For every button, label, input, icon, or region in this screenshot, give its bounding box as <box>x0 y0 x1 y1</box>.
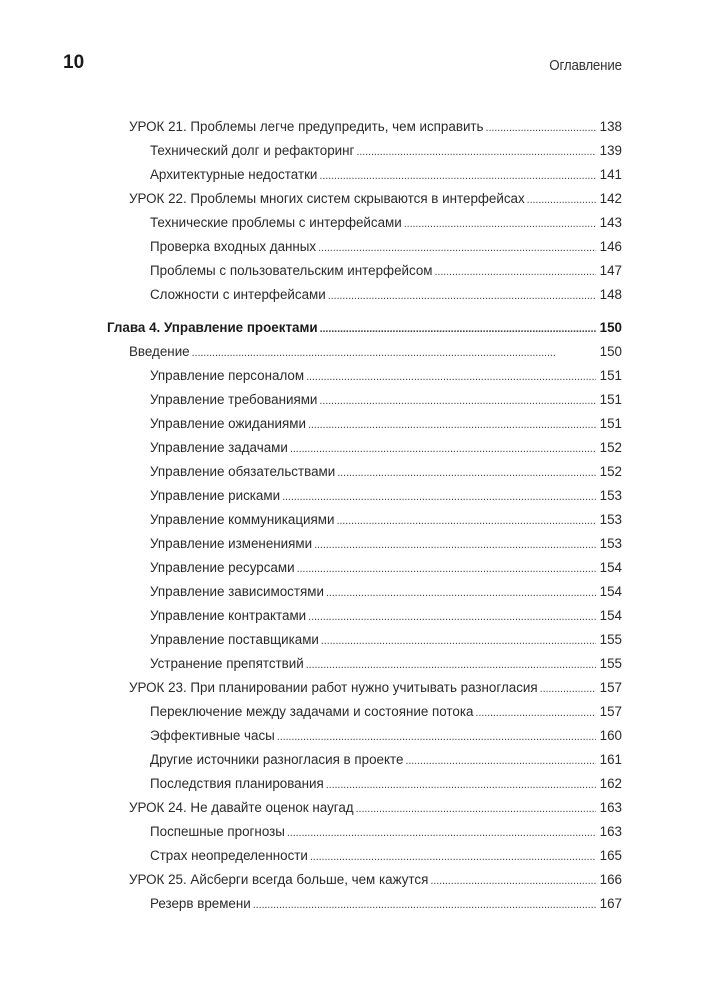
toc-entry-page: 154 <box>599 608 622 623</box>
toc-entry-title: Управление зависимостями <box>150 584 324 599</box>
toc-entry-page: 154 <box>599 560 622 575</box>
dot-leader <box>337 462 595 484</box>
toc-entry-page: 154 <box>599 584 622 599</box>
dot-leader <box>290 438 596 460</box>
toc-entry-title: УРОК 21. Проблемы легче предупредить, чем исправить <box>129 119 484 134</box>
toc-entry[interactable] <box>150 260 622 282</box>
toc-entry-title: Управление ресурсами <box>150 560 295 575</box>
toc-entry-title: Переключение между задачами и состояние потока <box>150 704 474 719</box>
toc-entry[interactable] <box>150 773 622 795</box>
toc-entry[interactable] <box>150 461 622 483</box>
toc-entry-title: Резерв времени <box>150 896 251 911</box>
toc-entry-page: 162 <box>599 776 622 791</box>
dot-leader <box>404 213 596 235</box>
toc-entry-title: Другие источники разногласия в проекте <box>150 752 404 767</box>
toc-entry-title: Устранение препятствий <box>150 656 304 671</box>
toc-entry[interactable] <box>129 188 622 210</box>
dot-leader <box>430 870 595 892</box>
toc-entry-page: 147 <box>599 263 622 278</box>
toc-entry-page: 163 <box>599 800 622 815</box>
toc-chapter[interactable] <box>107 317 622 339</box>
toc-entry[interactable] <box>150 365 622 387</box>
dot-leader <box>314 534 596 556</box>
toc-entry-page: 143 <box>599 215 622 230</box>
toc-entry[interactable] <box>150 749 622 771</box>
toc-entry-title: Управление требованиями <box>150 392 318 407</box>
toc-entry[interactable] <box>150 164 622 186</box>
toc-entry-page: 161 <box>599 752 622 767</box>
toc-entry-title: Эффективные часы <box>150 728 275 743</box>
toc-entry-page: 151 <box>599 392 622 407</box>
dot-leader <box>320 318 596 340</box>
toc-chapter-page: 150 <box>599 320 622 335</box>
toc-entry-title: Управление ожиданиями <box>150 416 306 431</box>
toc-entry-title: Сложности с интерфейсами <box>150 287 326 302</box>
toc-entry-page: 167 <box>599 896 622 911</box>
dot-leader <box>527 189 596 211</box>
toc-entry-page: 152 <box>599 464 622 479</box>
dot-leader <box>486 117 596 139</box>
toc-entry-page: 150 <box>599 344 622 359</box>
dot-leader <box>253 894 596 916</box>
toc-entry[interactable] <box>129 677 622 699</box>
toc-entry-title: Управление персоналом <box>150 368 305 383</box>
toc-entry-page: 160 <box>599 728 622 743</box>
dot-leader <box>308 606 595 628</box>
toc-entry[interactable] <box>150 413 622 435</box>
toc-entry-title: Проблемы с пользовательским интерфейсом <box>150 263 433 278</box>
toc-entry[interactable] <box>150 557 622 579</box>
toc-entry-title: Введение <box>129 344 190 359</box>
toc-entry-page: 138 <box>599 119 622 134</box>
toc-entry-title: Последствия планирования <box>150 776 324 791</box>
dot-leader <box>310 846 596 868</box>
toc-entry[interactable] <box>150 437 622 459</box>
dot-leader <box>356 798 596 820</box>
toc-entry-page: 153 <box>599 536 622 551</box>
toc-entry[interactable] <box>150 509 622 531</box>
dot-leader <box>318 237 596 259</box>
toc-entry-page: 155 <box>599 656 622 671</box>
toc-entry[interactable] <box>150 485 622 507</box>
toc-entry[interactable] <box>150 893 622 915</box>
toc-entry-page: 146 <box>599 239 622 254</box>
dot-leader <box>328 285 596 307</box>
toc-entry-title: Управление изменениями <box>150 536 313 551</box>
toc-entry[interactable] <box>150 701 622 723</box>
toc-entry[interactable] <box>150 236 622 258</box>
toc-entry-title: Управление контрактами <box>150 608 307 623</box>
dot-leader <box>192 342 596 364</box>
toc-entry[interactable] <box>129 116 622 138</box>
dot-leader <box>326 582 596 604</box>
toc-entry-page: 141 <box>599 167 622 182</box>
toc-entry[interactable] <box>129 869 622 891</box>
dot-leader <box>321 630 596 652</box>
toc-entry-page: 142 <box>599 191 622 206</box>
toc-entry-title: Проверка входных данных <box>150 239 317 254</box>
toc-entry-page: 151 <box>599 416 622 431</box>
toc-entry[interactable] <box>129 341 622 363</box>
dot-leader <box>356 141 595 163</box>
toc-entry[interactable] <box>150 533 622 555</box>
toc-entry[interactable] <box>150 212 622 234</box>
toc-entry-page: 166 <box>599 872 622 887</box>
toc-entry-page: 153 <box>599 488 622 503</box>
toc-entry[interactable] <box>150 389 622 411</box>
toc-entry[interactable] <box>150 653 622 675</box>
toc-entry[interactable] <box>129 797 622 819</box>
dot-leader <box>287 822 596 844</box>
toc-entry-page: 163 <box>599 824 622 839</box>
toc-entry-title: Технические проблемы с интерфейсами <box>150 215 402 230</box>
dot-leader <box>326 774 596 796</box>
dot-leader <box>306 654 596 676</box>
dot-leader <box>306 366 596 388</box>
toc-chapter-title: Глава 4. Управление проектами <box>107 320 318 335</box>
toc-entry[interactable] <box>150 725 622 747</box>
toc-entry-title: Управление обязательствами <box>150 464 336 479</box>
toc-entry-page: 165 <box>599 848 622 863</box>
toc-entry-page: 157 <box>599 680 622 695</box>
page-number: 10 <box>63 52 85 73</box>
toc-entry[interactable] <box>150 845 622 867</box>
toc-entry-title: Страх неопределенности <box>150 848 308 863</box>
toc-entry-title: Технический долг и рефакторинг <box>150 143 355 158</box>
toc-entry-page: 153 <box>599 512 622 527</box>
toc-entry-page: 157 <box>599 704 622 719</box>
toc-entry-title: УРОК 24. Не давайте оценок наугад <box>129 800 354 815</box>
toc-entry-title: Поспешные прогнозы <box>150 824 285 839</box>
dot-leader <box>435 261 596 283</box>
toc-entry-page: 139 <box>599 143 622 158</box>
toc-entry-title: Управление рисками <box>150 488 281 503</box>
toc-entry[interactable] <box>150 284 622 306</box>
toc-entry-title: Управление поставщиками <box>150 632 319 647</box>
toc-entry[interactable] <box>150 581 622 603</box>
dot-leader <box>297 558 596 580</box>
toc-entry-page: 151 <box>599 368 622 383</box>
dot-leader <box>405 750 595 772</box>
dot-leader <box>277 726 596 748</box>
toc-entry[interactable] <box>150 629 622 651</box>
dot-leader <box>540 678 596 700</box>
toc-entry-title: Управление задачами <box>150 440 288 455</box>
running-head: Оглавление <box>549 58 622 74</box>
dot-leader <box>319 165 595 187</box>
toc-entry-page: 148 <box>599 287 622 302</box>
toc-entry-page: 155 <box>599 632 622 647</box>
toc-entry-page: 152 <box>599 440 622 455</box>
toc-entry-title: Архитектурные недостатки <box>150 167 318 182</box>
dot-leader <box>282 486 596 508</box>
dot-leader <box>475 702 595 724</box>
toc-entry-title: Управление коммуникациями <box>150 512 335 527</box>
toc-entry[interactable] <box>150 605 622 627</box>
toc-entry-title: УРОК 22. Проблемы многих систем скрываются в интерфейсах <box>129 191 525 206</box>
toc-entry-title: УРОК 23. При планировании работ нужно учитывать разногласия <box>129 680 538 695</box>
dot-leader <box>319 390 595 412</box>
dot-leader <box>336 510 595 532</box>
toc-entry[interactable] <box>150 140 622 162</box>
toc-entry[interactable] <box>150 821 622 843</box>
dot-leader <box>308 414 596 436</box>
toc-entry-title: УРОК 25. Айсберги всегда больше, чем кажутся <box>129 872 429 887</box>
